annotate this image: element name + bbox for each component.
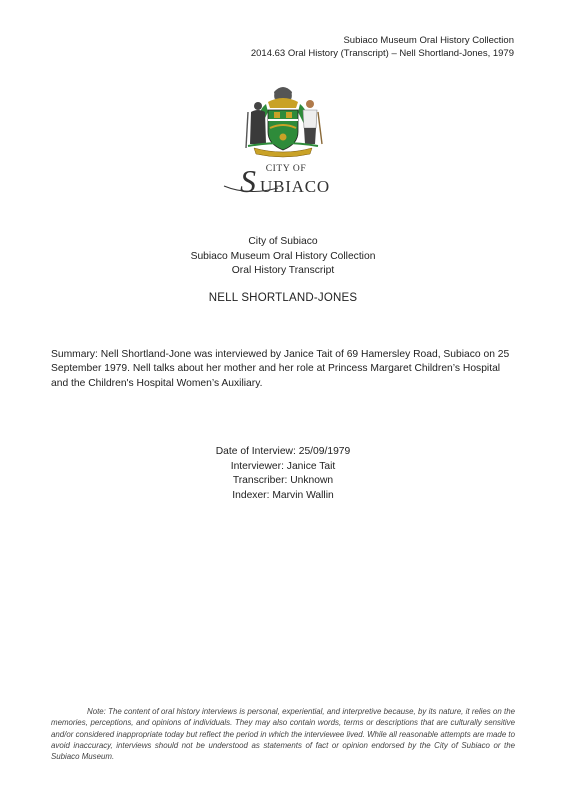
- summary-paragraph: Summary: Nell Shortland-Jone was interviewed by Janice Tait of 69 Hamersley Road, Subiaco on 25 September 1979. Nell talks about her mother and her role at Princess Margaret Children’s Hospital and the Children's Hospital Women’s Auxiliary.: [51, 349, 510, 389]
- interview-date: Date of Interview: 25/09/1979: [215, 446, 351, 457]
- disclaimer-note: Note: The content of oral history interviews is personal, experiential, and interpretive because, by its nature, it relies on the memories, perceptions, and opinions of individuals. They may also contain words, terms or descriptions that are culturally sensitive and/or considered inappropriate today but reflect the period in which the interviewee lived. While all reasonable attempts are made to avoid inaccuracy, interviews should not be understood as statements of fact or opinion endorsed by the City of Subiaco or the Subiaco Museum.: [51, 707, 515, 762]
- interview-details: [0, 445, 566, 503]
- coat-of-arms-icon: [246, 87, 322, 157]
- title-line-2: Subiaco Museum Oral History Collection: [190, 250, 376, 262]
- page-header: [251, 34, 514, 60]
- title-line-1: City of Subiaco: [248, 236, 318, 247]
- interviewee-name: NELL SHORTLAND-JONES: [208, 292, 358, 304]
- indexer: Indexer: Marvin Wallin: [232, 489, 334, 501]
- title-block: [0, 235, 566, 279]
- interviewer: Interviewer: Janice Tait: [230, 460, 336, 472]
- header-reference: 2014.63 Oral History (Transcript) – Nell Shortland-Jones, 1979: [250, 48, 514, 59]
- header-collection: Subiaco Museum Oral History Collection: [343, 35, 514, 46]
- logo-subiaco-text: UBIACO: [260, 177, 330, 196]
- transcriber: Transcriber: Unknown: [232, 475, 334, 486]
- city-of-subiaco-logo: [218, 82, 348, 202]
- city-of-subiaco-wordmark: [224, 163, 330, 199]
- title-line-3: Oral History Transcript: [231, 265, 335, 276]
- logo-city-of-text: CITY OF: [265, 164, 307, 174]
- logo-initial-s: S: [240, 163, 256, 199]
